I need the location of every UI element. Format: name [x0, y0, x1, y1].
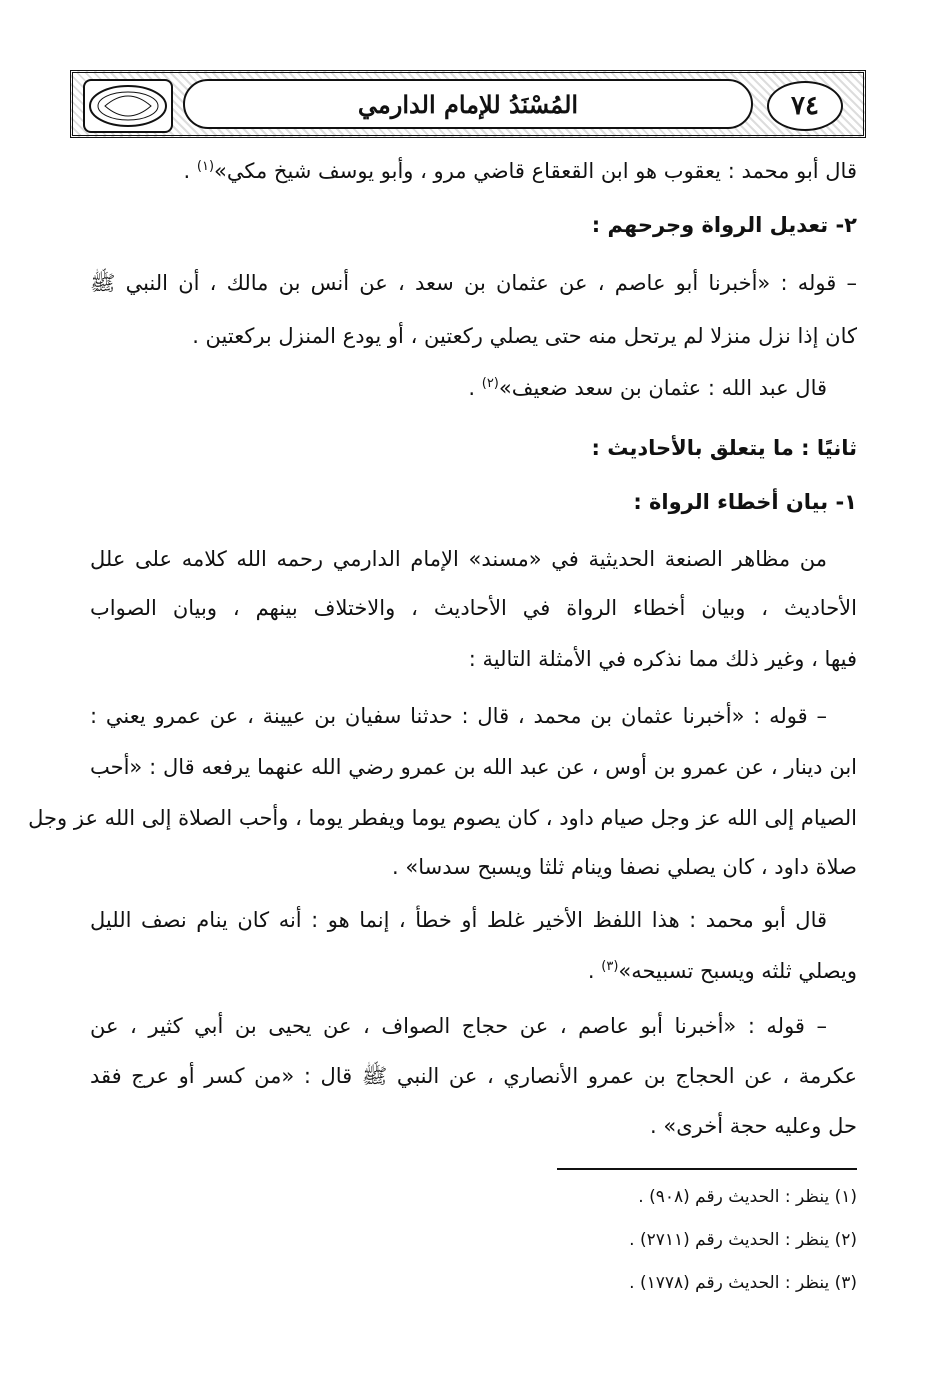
body-line-19: حل وعليه حجة أخرى» .: [650, 1114, 857, 1138]
body-line-4: كان إذا نزل منزلا لم يرتحل منه حتى يصلي ركعتين ، أو يودع المنزل بركعتين .: [192, 324, 857, 348]
footnote-divider: [557, 1168, 857, 1170]
body-line-16: ويصلي ثلثه ويسبح تسبيحه»$^{(٣)}$ .: [587, 959, 857, 983]
body-line-18: عكرمة ، عن الحجاج بن عمرو الأنصاري ، عن النبي ﷺ قال : «من كسر أو عرج فقد: [90, 1064, 857, 1088]
body-line-15: قال أبو محمد : هذا اللفظ الأخير غلط أو خطأ ، إنما هو : أنه كان ينام نصف الليل: [90, 908, 827, 932]
footnote-ref: (٣): [601, 959, 619, 974]
body-line-5: قال عبد الله : عثمان بن سعد ضعيف»$^{(٢)}$ .: [468, 376, 827, 400]
page-number: ٧٤: [767, 81, 843, 131]
body-line-9: الأحاديث ، وبيان أخطاء الرواة في الأحاديث ، والاختلاف بينهم ، وبيان الصواب: [90, 596, 857, 620]
body-line-17: – قوله : «أخبرنا أبو عاصم ، عن حجاج الصواف ، عن يحيى بن أبي كثير ، عن: [90, 1014, 827, 1038]
subsection-heading: ١- بيان أخطاء الرواة :: [633, 490, 857, 514]
body-line-10: فيها ، وغير ذلك مما نذكره في الأمثلة التالية :: [468, 647, 857, 671]
ornamental-seal-icon: [83, 79, 173, 133]
footnote-ref: (٢): [481, 376, 499, 391]
footnote-ref: (١): [196, 159, 215, 174]
body-line-13: الصيام إلى الله عز وجل صيام داود ، كان يصوم يوما ويفطر يوما ، وأحب الصلاة إلى الله عز وجل: [28, 806, 857, 830]
header-title-frame: [183, 79, 753, 129]
body-line-11: – قوله : «أخبرنا عثمان بن محمد ، قال : حدثنا سفيان بن عيينة ، عن عمرو يعني :: [90, 704, 827, 728]
body-line-14: صلاة داود ، كان يصلي نصفا وينام ثلثا ويسبح سدسا» .: [392, 855, 857, 879]
footnote-1: (١) ينظر : الحديث رقم (٩٠٨) .: [638, 1187, 857, 1207]
section-heading: ثانيًا : ما يتعلق بالأحاديث :: [591, 436, 857, 460]
book-title: المُسْنَدُ للإمام الدارمي: [357, 89, 579, 119]
body-line-3: – قوله : «أخبرنا أبو عاصم ، عن عثمان بن سعد ، عن أنس بن مالك ، أن النبي ﷺ: [90, 271, 857, 295]
body-line-1: قال أبو محمد : يعقوب هو ابن القعقاع قاضي مرو ، وأبو يوسف شيخ مكي»$^{(١)}$ .: [183, 159, 857, 183]
page-header: [70, 70, 866, 138]
section-heading: ٢- تعديل الرواة وجرحهم :: [591, 213, 857, 237]
footnote-2: (٢) ينظر : الحديث رقم (٢٧١١) .: [629, 1230, 857, 1250]
body-line-12: ابن دينار ، عن عمرو بن أوس ، عن عبد الله بن عمرو رضي الله عنهما يرفعه قال : «أحب: [90, 755, 857, 779]
footnote-3: (٣) ينظر : الحديث رقم (١٧٧٨) .: [629, 1273, 857, 1293]
body-line-8: من مظاهر الصنعة الحديثية في «مسند» الإمام الدارمي رحمه الله كلامه على علل: [90, 547, 827, 571]
